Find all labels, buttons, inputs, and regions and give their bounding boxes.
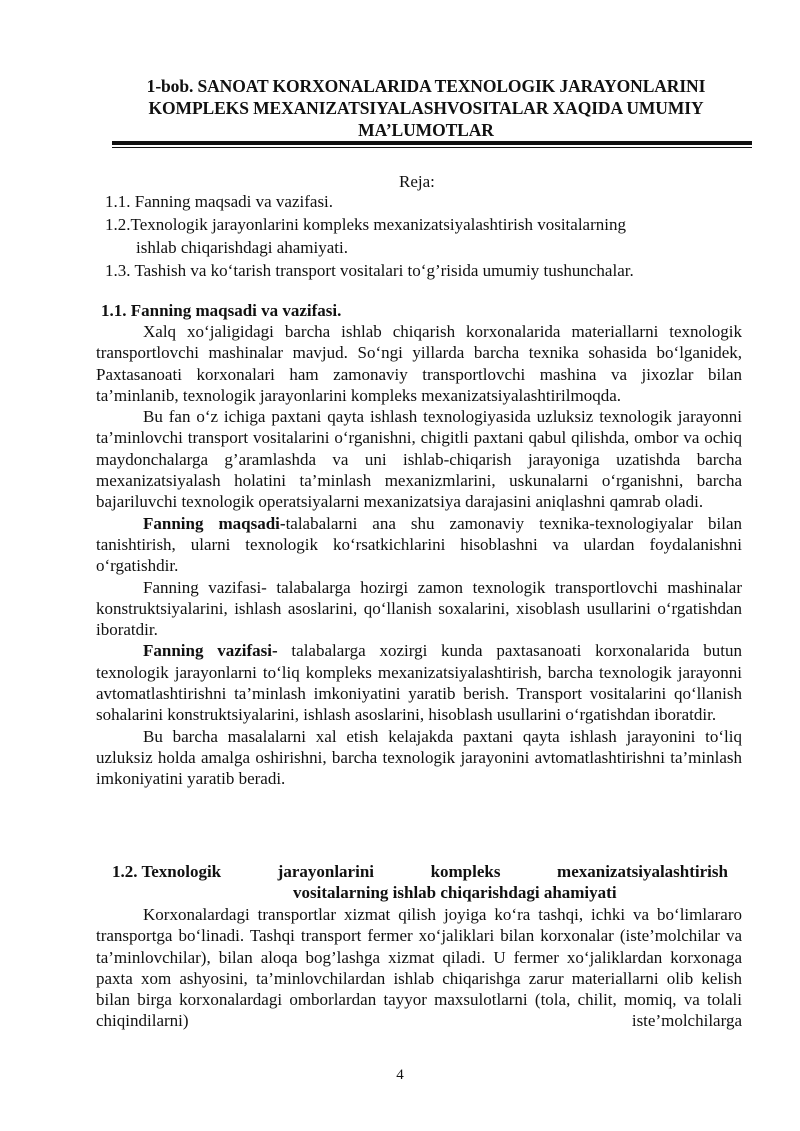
plan-item-continuation: ishlab chiqarishdagi ahamiyati. bbox=[136, 238, 348, 257]
chapter-title-line-1: 1-bob. SANOAT KORXONALARIDA TEXNOLOGIK JARAYONLARINI bbox=[146, 76, 706, 96]
plan-heading: Reja: bbox=[399, 172, 435, 191]
heading-word: jarayonlarini bbox=[277, 862, 375, 881]
page-number: 4 bbox=[396, 1067, 404, 1083]
section-1-heading: 1.1. Fanning maqsadi va vazifasi. bbox=[101, 301, 342, 320]
chapter-title-line-2: KOMPLEKS MEXANIZATSIYALASHVOSITALAR XAQIDA UMUMIY bbox=[148, 98, 704, 118]
section-2-heading bbox=[96, 861, 742, 903]
heading-word: 1.2. Texnologik bbox=[112, 862, 222, 881]
section-2-heading-line-2: vositalarning ishlab chiqarishdagi ahamiyati bbox=[293, 883, 617, 902]
plan-item bbox=[105, 190, 745, 213]
paragraph: Xalq xo‘jaligidagi barcha ishlab chiqarish korxonalarida materiallarni texnologik transportlovchi mashinalar mavjud. So‘ngi yillarda barcha texnika sohasida bo‘lganidek, Paxtasanoati korxonalari ham zamonaviy transportlovchi mashina va jixozlar bilan ta’minlanib, texnologik jarayonlarini kompleks mexanizatsiyalashtirilmoqda. bbox=[96, 322, 742, 405]
chapter-title bbox=[96, 75, 756, 141]
paragraph: Bu barcha masalalarni xal etish kelajakda paxtani qayta ishlash jarayonini to‘liq uzluksiz holda amalga oshirishni, barcha texnologik jarayonini avtomatlashtirishni ta’minlash imkoniyatini yaratib beradi. bbox=[96, 726, 742, 789]
heading-word: mexanizatsiyalashtirish bbox=[557, 862, 728, 881]
heading-word: kompleks bbox=[430, 862, 501, 881]
paragraph: Korxonalardagi transportlar xizmat qilish joyiga ko‘ra tashqi, ichki va bo‘limlararo transportga bo‘linadi. Tashqi transport fermer xo‘jaliklari bilan korxonalar (iste’molchilar va ta’minlovchilar), bilan aloqa bog’lashga xizmat qiladi. U fermer xo‘jaliklardan korxonaga paxta xom ashyosini, ta’minlovchilardan ishlab chiqarishga zarur materiallarni olib kelish bilan birga korxonalardagi omborlardan tayyor maxsulotlarni (tola, chilit, momiq, va tolali chiqindilarni) iste’molchilarga bbox=[96, 905, 742, 1031]
plan-item bbox=[105, 259, 745, 282]
paragraph bbox=[96, 640, 742, 725]
chapter-title-line-3: MA’LUMOTLAR bbox=[358, 120, 494, 140]
bold-lead: Fanning vazifasi- bbox=[143, 641, 278, 661]
paragraph-text: talabalarga xozirgi kunda paxtasanoati korxonalarida butun texnologik jarayonlarni to‘liq kompleks mexanizatsiyalashtirish, barcha texnologik jarayonni avtomatlashtirishni ta’minlash imkoniyatini yaratib berish. Transport vositalarini qo‘llanish sohalarini konstruktsiyalarini, ishlash asoslarini, hisoblash usullarini o‘rgatishdan iboratdir. bbox=[96, 641, 742, 725]
bold-lead: Fanning maqsadi- bbox=[143, 513, 286, 533]
paragraph: Bu fan o‘z ichiga paxtani qayta ishlash texnologiyasida uzluksiz texnologik jarayonni ta’minlovchi transport vositalarini o‘rganishni, chigitli paxtani qabul qilishda, ombor va ochiq maydonchalarga g’aramlashda va uni ishlab-chiqarish jarayoniga uzatishda barcha mexanizatsiyalash holatini ta’minlash mexanizmlarini, uskunalarni o‘rganishni, barcha bajariluvchi texnologik operatsiyalarni mexanizatsiya darajasini aniqlashni qamrab oladi. bbox=[96, 407, 742, 512]
plan-item-line: 1.2.Texnologik jarayonlarini kompleks mexanizatsiyalashtirish vositalarning bbox=[105, 215, 626, 234]
plan-item bbox=[105, 213, 745, 259]
section-1-body bbox=[96, 321, 742, 790]
paragraph-text: talabalarni ana shu zamonaviy texnika-texnologiyalar bilan tanishtirish, ularni texnologik ko‘rsatkichlarini hisoblashni va ulardan foydalanishni o‘rgatishdir. bbox=[96, 513, 743, 576]
section-2-heading-line-1 bbox=[96, 861, 742, 882]
plan-item-line: 1.1. Fanning maqsadi va vazifasi. bbox=[105, 192, 334, 211]
plan-item-line: 1.3. Tashish va ko‘tarish transport vositalari to‘g’risida umumiy tushunchalar. bbox=[105, 261, 634, 280]
section-2-body bbox=[96, 904, 742, 1032]
title-double-rule bbox=[112, 141, 752, 148]
paragraph bbox=[96, 513, 742, 577]
plan-list bbox=[105, 190, 745, 282]
paragraph: Fanning vazifasi- talabalarga hozirgi zamon texnologik transportlovchi mashinalar konstruktsiyalarini, ishlash asoslarini, qo‘llanish soxalarini, xisoblash usullarini o‘rgatishdan iboratdir. bbox=[96, 577, 742, 640]
